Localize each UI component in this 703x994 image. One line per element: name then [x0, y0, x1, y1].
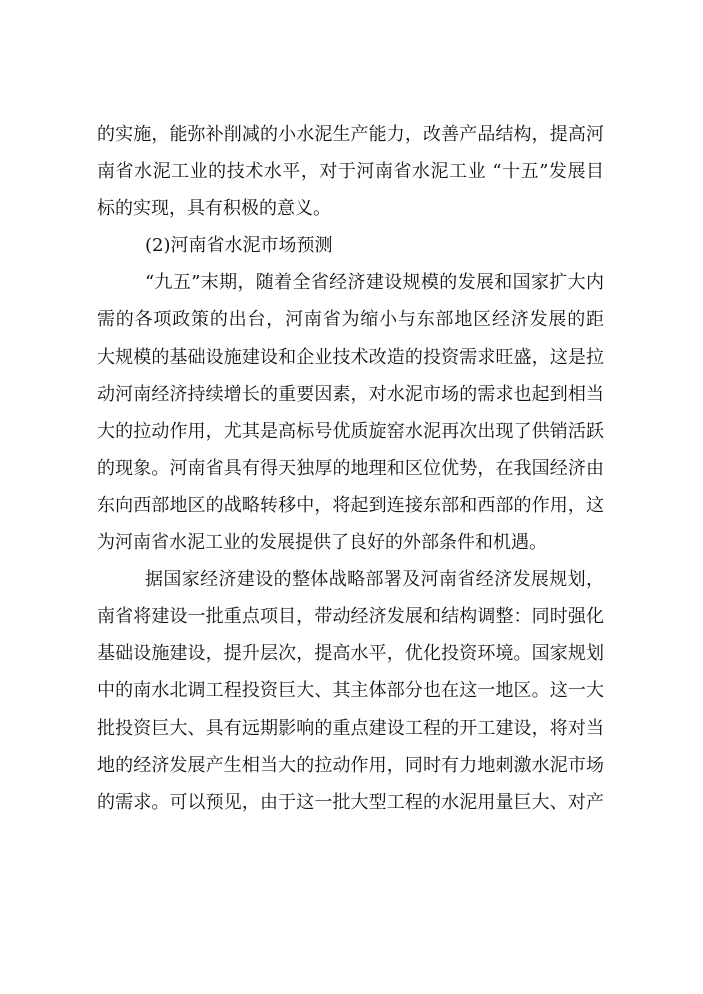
- paragraph-continuation: [97, 116, 604, 227]
- body-text: [97, 116, 604, 821]
- paragraph-market-forecast: [97, 264, 604, 561]
- text-line: 的现象。河南省具有得天独厚的地理和区位优势，在我国经济由: [97, 457, 604, 479]
- text-line: 动河南经济持续增长的重要因素，对水泥市场的需求也起到相当: [97, 383, 604, 405]
- text-line: 据国家经济建设的整体战略部署及河南省经济发展规划，: [145, 569, 604, 591]
- text-line: 中的南水北调工程投资巨大、其主体部分也在这一地区。这一大: [97, 680, 604, 702]
- text-line: 标的实现，具有积极的意义。: [97, 198, 331, 220]
- text-line: 基础设施建设，提升层次，提高水平，优化投资环境。国家规划: [97, 643, 604, 665]
- text-line: 大的拉动作用，尤其是高标号优质旋窑水泥再次出现了供销活跃: [97, 420, 604, 442]
- text-line: 南省水泥工业的技术水平，对于河南省水泥工业 “十五”发展目: [97, 161, 604, 183]
- text-line: 需的各项政策的出台，河南省为缩小与东部地区经济发展的距: [97, 309, 604, 331]
- paragraph-national-plan: [97, 561, 604, 821]
- section-heading: (2)河南省水泥市场预测: [145, 235, 333, 257]
- text-line: 地的经济发展产生相当大的拉动作用，同时有力地刺激水泥市场: [97, 754, 604, 776]
- text-line: 东向西部地区的战略转移中，将起到连接东部和西部的作用，这: [97, 494, 604, 516]
- text-line: 批投资巨大、具有远期影响的重点建设工程的开工建设，将对当: [97, 717, 604, 739]
- text-line: 的实施，能弥补削减的小水泥生产能力，改善产品结构，提高河: [97, 124, 604, 145]
- text-line: 的需求。可以预见，由于这一批大型工程的水泥用量巨大、对产: [97, 791, 604, 813]
- text-line: 为河南省水泥工业的发展提供了良好的外部条件和机遇。: [97, 532, 547, 554]
- text-line: 南省将建设一批重点项目，带动经济发展和结构调整：同时强化: [97, 606, 604, 628]
- text-line: 大规模的基础设施建设和企业技术改造的投资需求旺盛，这是拉: [97, 346, 604, 368]
- text-line: “九五”末期，随着全省经济建设规模的发展和国家扩大内: [145, 272, 604, 294]
